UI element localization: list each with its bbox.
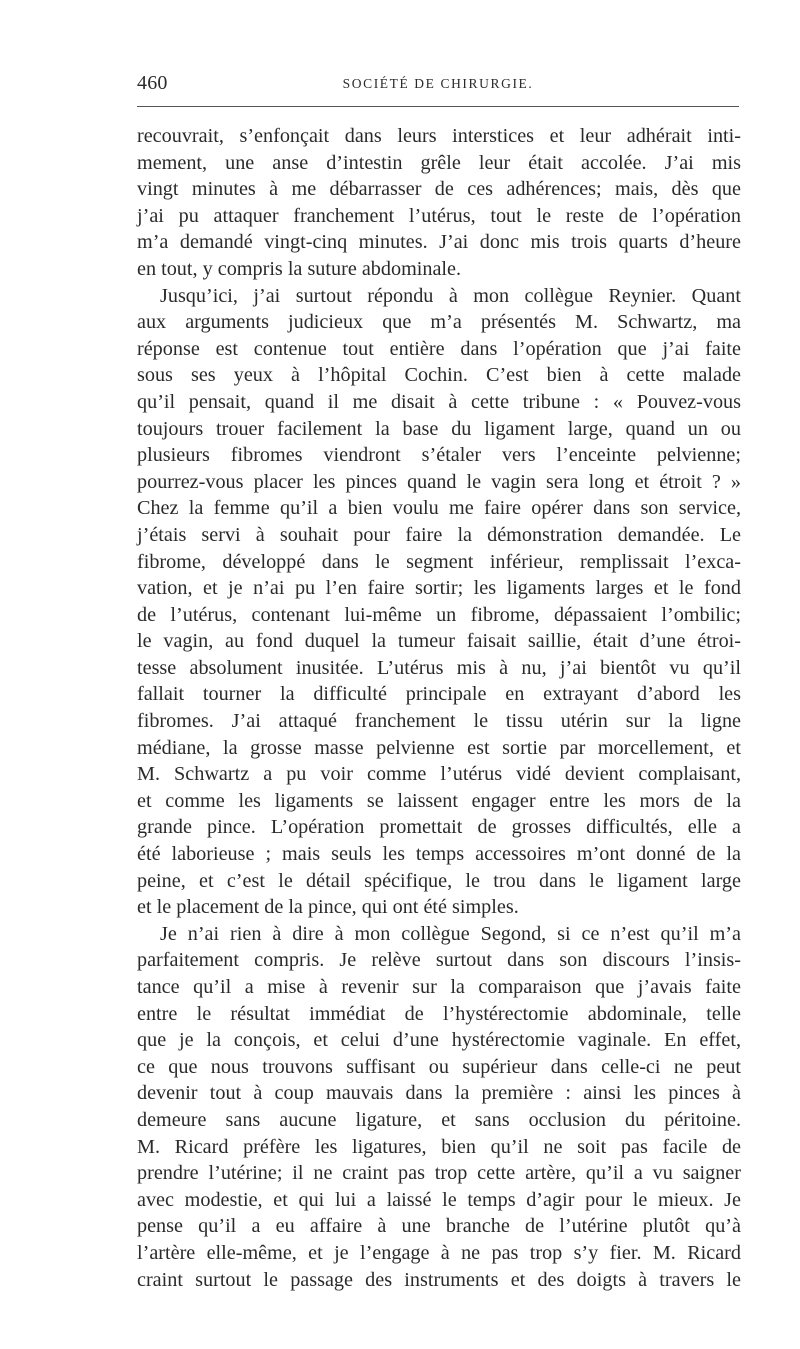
text-line: pense qu’il a eu affaire à une branche de l’utérine plutôt qu’à [137, 1215, 741, 1238]
text-line: M. Ricard préfère les ligatures, bien qu’il ne soit pas facile de [137, 1135, 741, 1158]
text-line: Jusqu’ici, j’ai surtout répondu à mon collègue Reynier. Quant [160, 284, 741, 307]
text-line: m’a demandé vingt-cinq minutes. J’ai donc mis trois quarts d’heure [137, 231, 741, 254]
text-line: Je n’ai rien à dire à mon collègue Segond, si ce n’est qu’il m’a [160, 922, 741, 945]
text-line: recouvrait, s’enfonçait dans leurs interstices et leur adhérait inti- [137, 125, 741, 147]
text-line: toujours trouer facilement la base du ligament large, quand un ou [137, 417, 741, 440]
text-line: sous ses yeux à l’hôpital Cochin. C’est bien à cette malade [137, 364, 741, 387]
text-line: plusieurs fibromes viendront s’étaler vers l’enceinte pelvienne; [137, 444, 741, 467]
page-number: 460 [137, 72, 168, 94]
text-line: tance qu’il a mise à revenir sur la comparaison que j’avais faite [137, 976, 741, 998]
text-line: aux arguments judicieux que m’a présentés M. Schwartz, ma [137, 311, 741, 334]
text-line: Chez la femme qu’il a bien voulu me faire opérer dans son service, [137, 497, 741, 520]
paragraph [137, 921, 741, 1293]
text-line: devenir tout à coup mauvais dans la première : ainsi les pinces à [137, 1082, 741, 1105]
paragraph [137, 123, 741, 283]
text-line: entre le résultat immédiat de l’hystérectomie abdominale, telle [137, 1002, 741, 1025]
text-line: vation, et je n’ai pu l’en faire sortir; les ligaments larges et le fond [137, 577, 741, 600]
text-line: fibrome, développé dans le segment inférieur, remplissait l’exca- [137, 550, 741, 573]
text-line: qu’il pensait, quand il me disait à cette tribune : « Pouvez-vous [137, 390, 741, 413]
paragraph [137, 283, 741, 921]
text-line: réponse est contenue tout entière dans l’opération que j’ai faite [137, 337, 741, 360]
text-line: que je la conçois, et celui d’une hystérectomie vaginale. En effet, [137, 1029, 741, 1052]
text-line: vingt minutes à me débarrasser de ces adhérences; mais, dès que [137, 178, 741, 201]
text-line: craint surtout le passage des instruments et des doigts à travers le [137, 1268, 741, 1291]
text-line: prendre l’utérine; il ne craint pas trop cette artère, qu’il a vu saigner [137, 1162, 741, 1185]
text-line: fallait tourner la difficulté principale en extrayant d’abord les [137, 683, 741, 706]
text-line: grande pince. L’opération promettait de grosses difficultés, elle a [137, 816, 741, 839]
text-line: l’artère elle-même, et je l’engage à ne pas trop s’y fier. M. Ricard [137, 1241, 741, 1264]
header-rule [137, 106, 739, 107]
running-head [137, 72, 739, 102]
text-line: le vagin, au fond duquel la tumeur faisait saillie, était d’une étroi- [137, 630, 741, 653]
text-line: été laborieuse ; mais seuls les temps accessoires m’ont donné de la [137, 843, 741, 866]
text-line: M. Schwartz a pu voir comme l’utérus vidé devient complaisant, [137, 763, 741, 786]
text-line: j’ai pu attaquer franchement l’utérus, tout le reste de l’opération [137, 204, 741, 227]
running-title: SOCIÉTÉ DE CHIRURGIE. [342, 76, 534, 91]
text-line: demeure sans aucune ligature, et sans occlusion du péritoine. [137, 1108, 741, 1131]
text-line: de l’utérus, contenant lui-même un fibrome, dépassaient l’ombilic; [137, 603, 741, 626]
text-line: ce que nous trouvons suffisant ou supérieur dans celle-ci ne peut [137, 1055, 741, 1078]
text-line: avec modestie, et qui lui a laissé le temps d’agir pour le mieux. Je [137, 1188, 741, 1211]
text-line: peine, et c’est le détail spécifique, le trou dans le ligament large [137, 869, 741, 892]
text-line: et comme les ligaments se laissent engager entre les mors de la [137, 789, 741, 812]
text-line: tesse absolument inusitée. L’utérus mis à nu, j’ai bientôt vu qu’il [137, 656, 741, 679]
text-line: parfaitement compris. Je relève surtout dans son discours l’insis- [137, 949, 741, 972]
body-text [137, 123, 741, 1293]
text-line: en tout, y compris la suture abdominale. [137, 257, 462, 280]
text-line: médiane, la grosse masse pelvienne est sortie par morcellement, et [137, 736, 741, 759]
text-line: j’étais servi à souhait pour faire la démonstration demandée. Le [137, 523, 741, 546]
text-line: mement, une anse d’intestin grêle leur était accolée. J’ai mis [137, 151, 741, 174]
text-line: pourrez-vous placer les pinces quand le vagin sera long et étroit ? » [137, 470, 741, 493]
text-line: fibromes. J’ai attaqué franchement le tissu utérin sur la ligne [137, 710, 741, 733]
text-line: et le placement de la pince, qui ont été simples. [137, 896, 519, 919]
